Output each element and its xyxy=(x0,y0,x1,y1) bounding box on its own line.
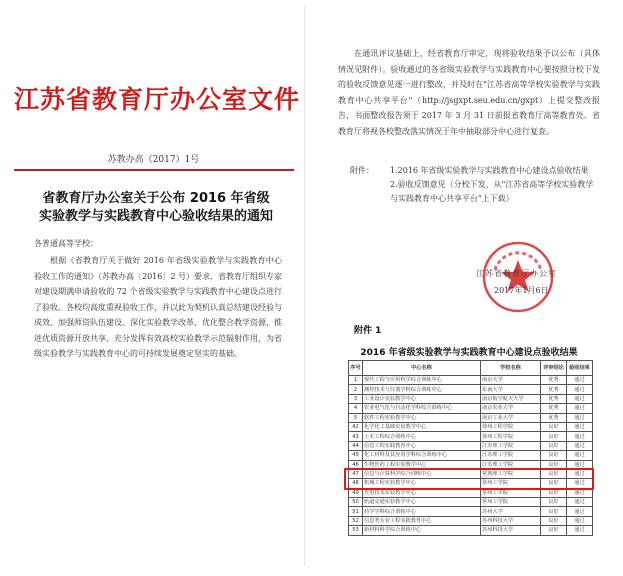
attachments-label: 附件： xyxy=(350,166,374,175)
cell-review: 良好 xyxy=(541,460,567,469)
cell-result: 通过 xyxy=(567,469,593,478)
table-row xyxy=(349,516,593,525)
cell-center-name: 信息与计算科学综合训练中心 xyxy=(363,469,481,478)
header-center-name: 中心名称 xyxy=(363,361,481,376)
cell-school: 徐州工程学院 xyxy=(481,422,541,431)
seal-issuer: 江苏省教育厅办公室 xyxy=(476,269,557,278)
cell-result: 通过 xyxy=(567,507,593,516)
cell-review: 良好 xyxy=(541,422,567,431)
table-row xyxy=(349,432,593,441)
table-row xyxy=(349,422,593,431)
cell-center-name: 软件工程实验教学中心 xyxy=(363,413,481,422)
cell-center-name: 轨道交通实验教学中心 xyxy=(363,498,481,507)
cell-review: 优秀 xyxy=(541,413,567,422)
right-document-page xyxy=(318,6,621,566)
cell-review: 良好 xyxy=(541,498,567,507)
cell-school: 苏州科技大学 xyxy=(481,526,541,535)
cell-school: 江苏理工学院 xyxy=(481,441,541,450)
cell-school: 苏州科技大学 xyxy=(481,516,541,525)
cell-center-name: 新材料科学综合训练中心 xyxy=(363,526,481,535)
cell-index: 50 xyxy=(349,498,363,507)
cell-index: 3 xyxy=(349,394,363,403)
document-header-title: 江苏省教育厅办公室文件 xyxy=(14,85,301,114)
notice-title-line2: 实验教学与实践教育中心验收结果的通知 xyxy=(38,209,273,224)
cell-index: 45 xyxy=(349,451,363,460)
table-header-row xyxy=(349,361,593,376)
cell-result: 通过 xyxy=(567,432,593,441)
header-result: 验收结果 xyxy=(567,361,593,376)
cell-school: 江苏理工学院 xyxy=(481,451,541,460)
header-index: 序号 xyxy=(349,361,363,376)
cell-center-name: 化学化工基础实验教学中心 xyxy=(363,422,481,431)
cell-center-name: 测控技术与仪器学科综合训练中心 xyxy=(363,385,481,394)
table-row xyxy=(349,376,593,385)
body-paragraph: 根据《省教育厅关于做好 2016 年省级实验教学与实践教育中心验收工作的通知》（苏教办高〔2016〕2 号）要求，省教育厅组织专家对建设期满申请验收的 72 个省级实验教学与实践教育中心建设点进行了验收。各校均高度重视验收工作，并以此为契机认真总结建设经验与成效、加强师资队伍建设、深化实验教学改革，优化整合教学资源，推进优质资源开放共享，充分发挥有效高校实验教学示范辐射作用，为省级实验教学与实践教育中心的可持续发展奠定坚实的基础。 xyxy=(34,256,282,358)
table-row xyxy=(349,441,593,450)
cell-index: 53 xyxy=(349,526,363,535)
cell-result: 通过 xyxy=(567,498,593,507)
cell-school: 常州工学院 xyxy=(481,479,541,488)
table-row xyxy=(349,526,593,535)
highlight-box xyxy=(344,468,594,490)
cell-index: 42 xyxy=(349,422,363,431)
cell-review: 优秀 xyxy=(541,376,567,385)
cell-review: 优秀 xyxy=(541,394,567,403)
cell-school: 南京农业大学 xyxy=(481,404,541,413)
table-row xyxy=(349,385,593,394)
cell-result: 通过 xyxy=(567,422,593,431)
cell-school: 南京大学 xyxy=(481,376,541,385)
cell-review: 良好 xyxy=(541,488,567,497)
cell-center-name: 化工材料及其应用学科综合训练中心 xyxy=(363,451,481,460)
red-divider-line xyxy=(14,169,294,171)
table-row xyxy=(349,394,593,403)
cell-center-name: 机械工程实验教学中心 xyxy=(363,479,481,488)
cell-result: 通过 xyxy=(567,385,593,394)
cell-result: 通过 xyxy=(567,404,593,413)
table-title: 2016 年省级实验教学与实践教育中心建设点验收结果 xyxy=(360,348,578,358)
cell-index: 47 xyxy=(349,469,363,478)
cell-review: 优秀 xyxy=(541,404,567,413)
cell-result: 通过 xyxy=(567,526,593,535)
header-review: 评审结论 xyxy=(541,361,567,376)
cell-result: 通过 xyxy=(567,394,593,403)
cell-index: 1 xyxy=(349,376,363,385)
cell-center-name: 现代工程与应用科学综合训练中心 xyxy=(363,376,481,385)
cell-index: 2 xyxy=(349,385,363,394)
cell-result: 通过 xyxy=(567,413,593,422)
cell-center-name: 药学学科综合训练中心 xyxy=(363,507,481,516)
results-table xyxy=(348,360,593,536)
cell-index: 43 xyxy=(349,432,363,441)
table-row xyxy=(349,451,593,460)
cell-center-name: 生物医药工程实验教学中心 xyxy=(363,460,481,469)
attachment-2: 2.验收反馈意见（分校下发，从"江苏省高等学校实验教学与实践教育中心共享平台"上下载） xyxy=(390,180,594,203)
cell-review: 良好 xyxy=(541,432,567,441)
cell-review: 良好 xyxy=(541,479,567,488)
seal-date: 2017年1月6日 xyxy=(494,286,549,295)
cell-index: 48 xyxy=(349,479,363,488)
notice-title-line1: 省教育厅办公室关于公布 2016 年省级 xyxy=(42,191,270,206)
cell-school: 常州工学院 xyxy=(481,498,541,507)
cell-school: 徐州工程学院 xyxy=(481,432,541,441)
cell-result: 通过 xyxy=(567,451,593,460)
cell-review: 良好 xyxy=(541,441,567,450)
cell-center-name: 农业电气化与自动化学科综合训练中心 xyxy=(363,404,481,413)
cell-center-name: 工业设计实验教学中心 xyxy=(363,394,481,403)
cell-result: 通过 xyxy=(567,479,593,488)
cell-index: 44 xyxy=(349,441,363,450)
appendix-label: 附件 1 xyxy=(354,326,382,336)
table-row xyxy=(349,404,593,413)
cell-review: 良好 xyxy=(541,469,567,478)
table-row xyxy=(349,413,593,422)
cell-index: 4 xyxy=(349,404,363,413)
results-paragraph: 在通讯评议基础上，经省教育厅审定，现将验收结果予以公布（具体情况见附件）。验收通过的各省级实验教学与实践教育中心要按照分校下发的验收反馈意见逐一进行整改，并及时在"江苏省高等学校实验教学与实践教育中心共享平台"（http://jsgxpt.seu.edu.cn/gxpt）上提交整改报告，书面整改报告须于 2017 年 3 月 31 日前报省教育厅高等教育处。省教育厅将视各校整改落实情况于年中抽取部分中心进行复查。 xyxy=(338,49,600,136)
cell-index: 46 xyxy=(349,460,363,469)
cell-school: 南京工业大学 xyxy=(481,413,541,422)
cell-school: 南京航空航天大学 xyxy=(481,394,541,403)
cell-index: 51 xyxy=(349,507,363,516)
attachments-list xyxy=(350,164,600,206)
cell-center-name: 信息工程实践教育中心 xyxy=(363,441,481,450)
salutation: 各普通高等学校： xyxy=(34,239,98,248)
cell-school: 苏州大学 xyxy=(481,507,541,516)
cell-review: 良好 xyxy=(541,516,567,525)
cell-review: 良好 xyxy=(541,526,567,535)
cell-result: 通过 xyxy=(567,376,593,385)
cell-center-name: 信息类专业工程实践教育中心 xyxy=(363,516,481,525)
cell-school: 常熟理工学院 xyxy=(481,469,541,478)
cell-index: 49 xyxy=(349,488,363,497)
notice-title xyxy=(16,190,296,226)
cell-center-name: 光电技术实验教学中心 xyxy=(363,488,481,497)
table-row xyxy=(349,498,593,507)
document-number: 苏教办高（2017）1号 xyxy=(107,155,200,165)
cell-school: 东南大学 xyxy=(481,385,541,394)
attachment-1: 1.2016 年省级实验教学与实践教育中心建设点验收结果 xyxy=(390,166,589,175)
cell-center-name: 土木工程综合训练中心 xyxy=(363,432,481,441)
cell-index: 52 xyxy=(349,516,363,525)
cell-result: 通过 xyxy=(567,460,593,469)
cell-result: 通过 xyxy=(567,441,593,450)
table-row xyxy=(349,507,593,516)
cell-review: 良好 xyxy=(541,451,567,460)
left-document-page xyxy=(2,6,305,566)
header-school-name: 学校名称 xyxy=(481,361,541,376)
cell-result: 通过 xyxy=(567,516,593,525)
cell-school: 江苏理工学院 xyxy=(481,460,541,469)
cell-index: 5 xyxy=(349,413,363,422)
cell-review: 优秀 xyxy=(541,385,567,394)
cell-review: 良好 xyxy=(541,507,567,516)
cell-school: 常州工学院 xyxy=(481,488,541,497)
cell-result: 通过 xyxy=(567,488,593,497)
